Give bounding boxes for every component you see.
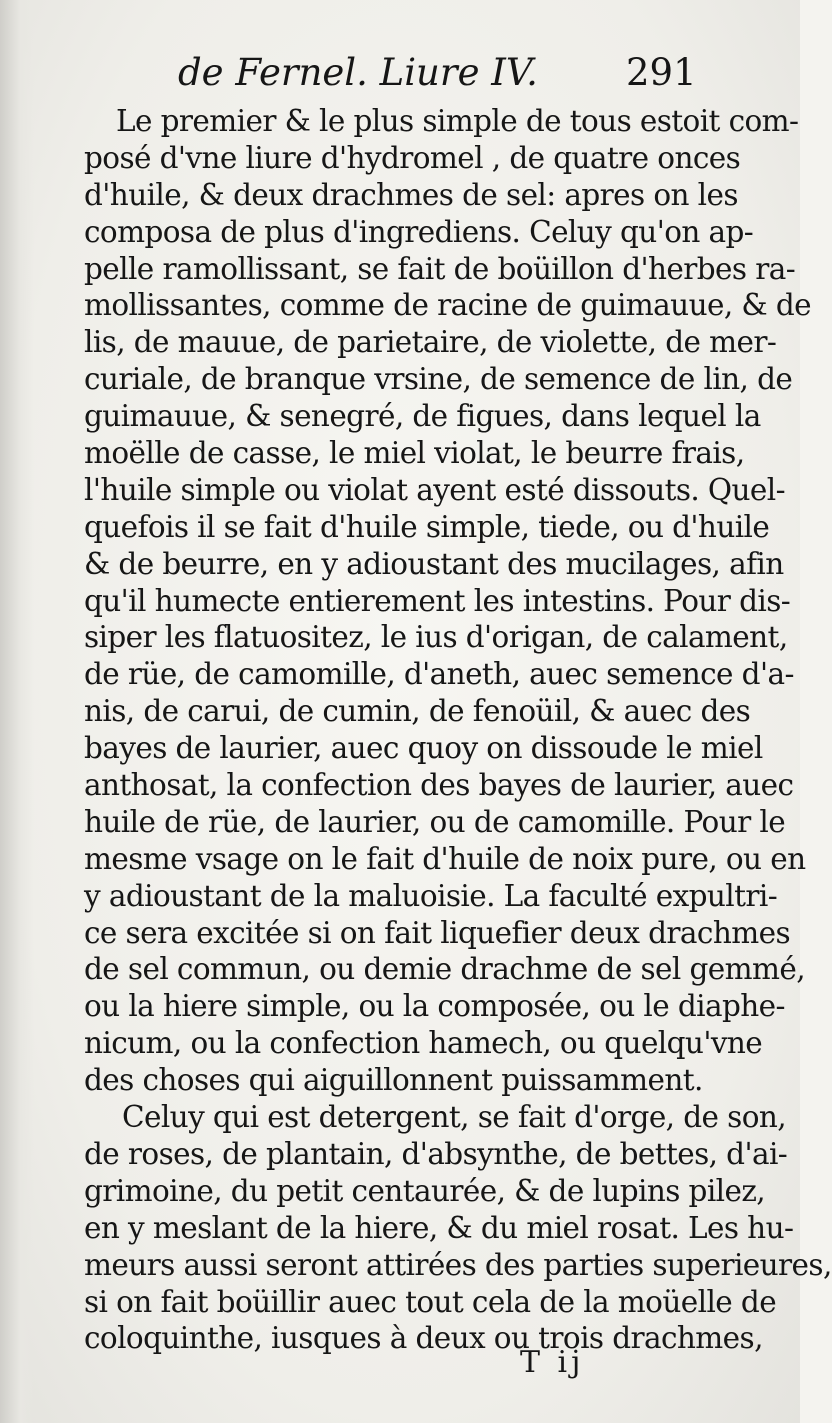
text-line: meurs aussi seront attirées des parties superieures, (84, 1247, 832, 1282)
text-line: de sel commun, ou demie drachme de sel gemmé, (84, 952, 805, 987)
text-line: siper les flatuositez, le ius d'origan, de calament, (84, 620, 788, 655)
text-line: en y meslant de la hiere, & du miel rosat. Les hu- (84, 1210, 794, 1245)
text-line: ou la hiere simple, ou la composée, ou le diaphe- (84, 989, 785, 1024)
text-line: d'huile, & deux drachmes de sel: apres on les (84, 177, 738, 212)
running-title: de Fernel. Liure IV. (178, 51, 538, 94)
text-line: posé d'vne liure d'hydromel , de quatre onces (84, 140, 741, 175)
text-line: coloquinthe, iusques à deux ou trois drachmes, (84, 1321, 763, 1356)
text-line: des choses qui aiguillonnent puissamment. (84, 1063, 703, 1098)
text-line: guimauue, & senegré, de figues, dans lequel la (84, 399, 761, 434)
text-line: Le premier & le plus simple de tous estoit com- (116, 104, 799, 138)
text-line: qu'il humecte entierement les intestins. Pour dis- (84, 583, 791, 618)
text-line: quefois il se fait d'huile simple, tiede, ou d'huile (84, 509, 770, 544)
text-line: bayes de laurier, auec quoy on dissoude le miel (84, 731, 763, 766)
text-line: ce sera excitée si on fait liquefier deux drachmes (84, 915, 791, 950)
text-line: de roses, de plantain, d'absynthe, de bettes, d'ai- (84, 1136, 788, 1171)
signature-mark: T ij (520, 1345, 585, 1380)
text-line: grimoine, du petit centaurée, & de lupins pilez, (84, 1173, 766, 1208)
text-line: huile de rüe, de laurier, ou de camomille. Pour le (84, 804, 786, 839)
text-line: Celuy qui est detergent, se fait d'orge, de son, (122, 1100, 787, 1135)
text-line: mollissantes, comme de racine de guimauue, & de (84, 288, 811, 323)
text-line: nis, de carui, de cumin, de fenoüil, & auec des (84, 694, 751, 729)
text-line: moëlle de casse, le miel violat, le beurre frais, (84, 436, 745, 471)
text-line: mesme vsage on le fait d'huile de noix pure, ou en (84, 841, 806, 876)
text-line: y adioustant de la maluoisie. La faculté expultri- (84, 878, 778, 913)
text-line: curiale, de branque vrsine, de semence de lin, de (84, 362, 793, 397)
body-text (84, 103, 832, 1357)
page-header (178, 48, 708, 98)
text-line: de rüe, de camomille, d'aneth, auec semence d'a- (84, 657, 794, 692)
page-number: 291 (626, 51, 697, 94)
text-line: lis, de mauue, de parietaire, de violette, de mer- (84, 325, 777, 360)
text-line: pelle ramollissant, se fait de boüillon d'herbes ra- (84, 251, 796, 286)
text-line: anthosat, la confection des bayes de laurier, auec (84, 768, 794, 803)
text-line: & de beurre, en y adioustant des mucilages, afin (84, 546, 784, 581)
gutter-shadow (0, 0, 34, 1423)
text-line: l'huile simple ou violat ayent esté dissouts. Quel- (84, 472, 785, 507)
text-line: si on fait boüillir auec tout cela de la moüelle de (84, 1284, 777, 1319)
text-line: composa de plus d'ingrediens. Celuy qu'on ap- (84, 214, 754, 249)
text-line: nicum, ou la confection hamech, ou quelqu'vne (84, 1026, 763, 1061)
